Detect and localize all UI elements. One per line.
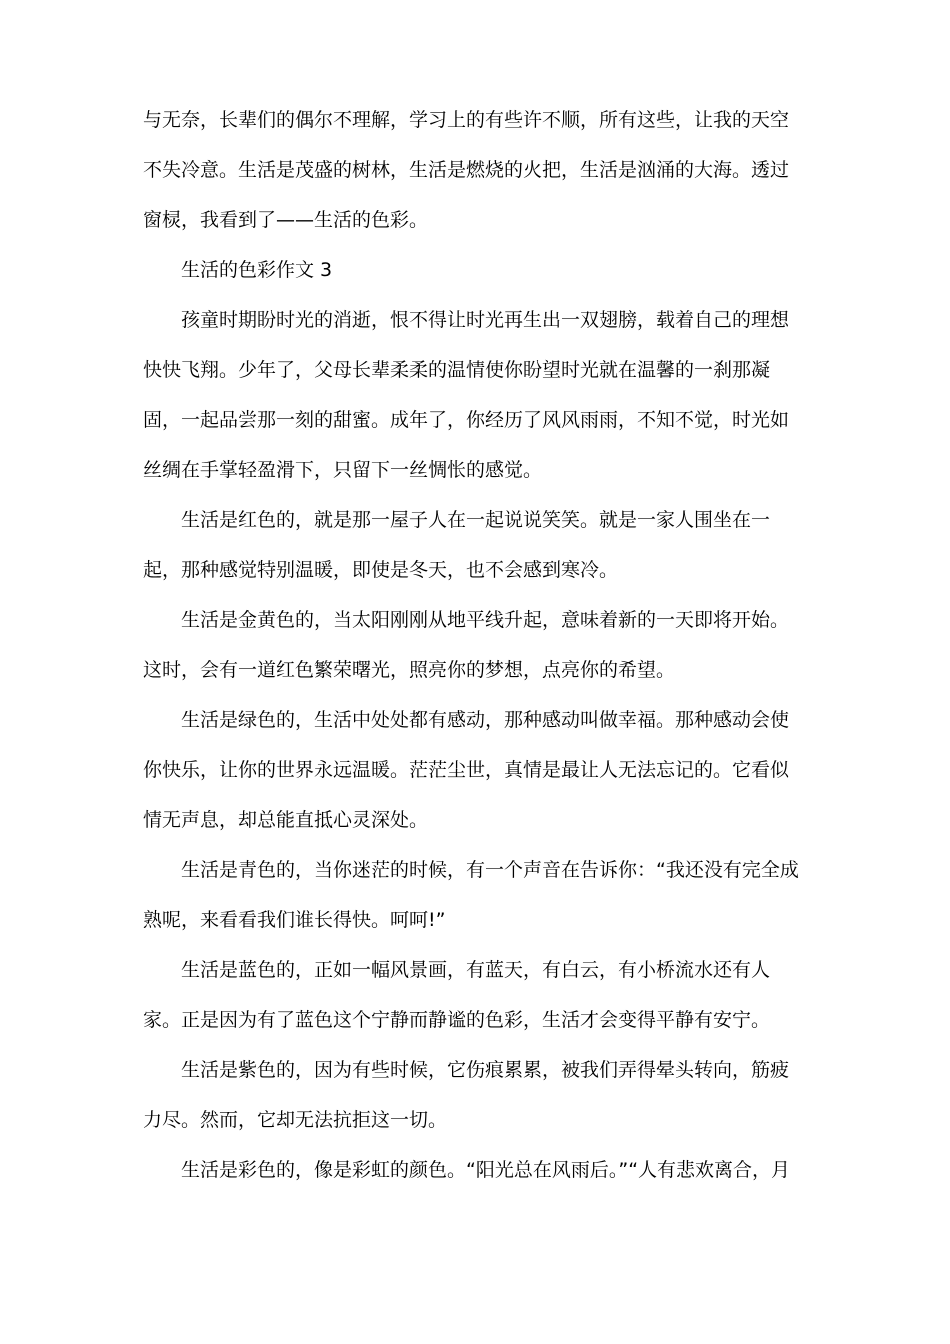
text-line: 情无声息，却总能直抵心灵深处。 (143, 809, 429, 831)
text-line: 快快飞翔。少年了，父母长辈柔柔的温情使你盼望时光就在温馨的一刹那凝 (143, 359, 771, 381)
text-line: 固，一起品尝那一刻的甜蜜。成年了，你经历了风风雨雨，不知不觉，时光如 (143, 409, 790, 431)
text-line: 不失冷意。生活是茂盛的树林，生活是燃烧的火把，生活是汹涌的大海。透过 (143, 159, 790, 181)
text-line: 生活是红色的，就是那一屋子人在一起说说笑笑。就是一家人围坐在一 (181, 509, 771, 531)
text-line: 生活是紫色的，因为有些时候，它伤痕累累，被我们弄得晕头转向，筋疲 (181, 1059, 790, 1081)
text-line: 孩童时期盼时光的消逝，恨不得让时光再生出一双翅膀，载着自己的理想 (181, 309, 790, 331)
text-line: 生活是金黄色的，当太阳刚刚从地平线升起，意味着新的一天即将开始。 (181, 609, 790, 631)
text-line: 丝绸在手掌轻盈滑下，只留下一丝惆怅的感觉。 (143, 459, 543, 481)
text-line: 熟呢，来看看我们谁长得快。呵呵!” (143, 909, 446, 931)
text-line: 与无奈，长辈们的偶尔不理解，学习上的有些许不顺，所有这些，让我的天空 (143, 109, 790, 131)
text-line: 力尽。然而，它却无法抗拒这一切。 (143, 1109, 448, 1131)
text-line: 家。正是因为有了蓝色这个宁静而静谧的色彩，生活才会变得平静有安宁。 (143, 1009, 771, 1031)
text-line: 你快乐，让你的世界永远温暖。茫茫尘世，真情是最让人无法忘记的。它看似 (143, 759, 790, 781)
text-line: 起，那种感觉特别温暖，即使是冬天，也不会感到寒冷。 (143, 559, 619, 581)
text-line: 这时，会有一道红色繁荣曙光，照亮你的梦想，点亮你的希望。 (143, 659, 676, 681)
text-line: 生活是蓝色的，正如一幅风景画，有蓝天，有白云，有小桥流水还有人 (181, 959, 771, 981)
text-line: 生活是彩色的，像是彩虹的颜色。“阳光总在风雨后。”“人有悲欢离合，月 (181, 1159, 791, 1181)
text-line: 生活是青色的，当你迷茫的时候，有一个声音在告诉你：“我还没有完全成 (181, 859, 799, 881)
section-heading: 生活的色彩作文 3 (181, 259, 333, 281)
text-line: 生活是绿色的，生活中处处都有感动，那种感动叫做幸福。那种感动会使 (181, 709, 790, 731)
text-line: 窗棂，我看到了——生活的色彩。 (143, 209, 429, 231)
